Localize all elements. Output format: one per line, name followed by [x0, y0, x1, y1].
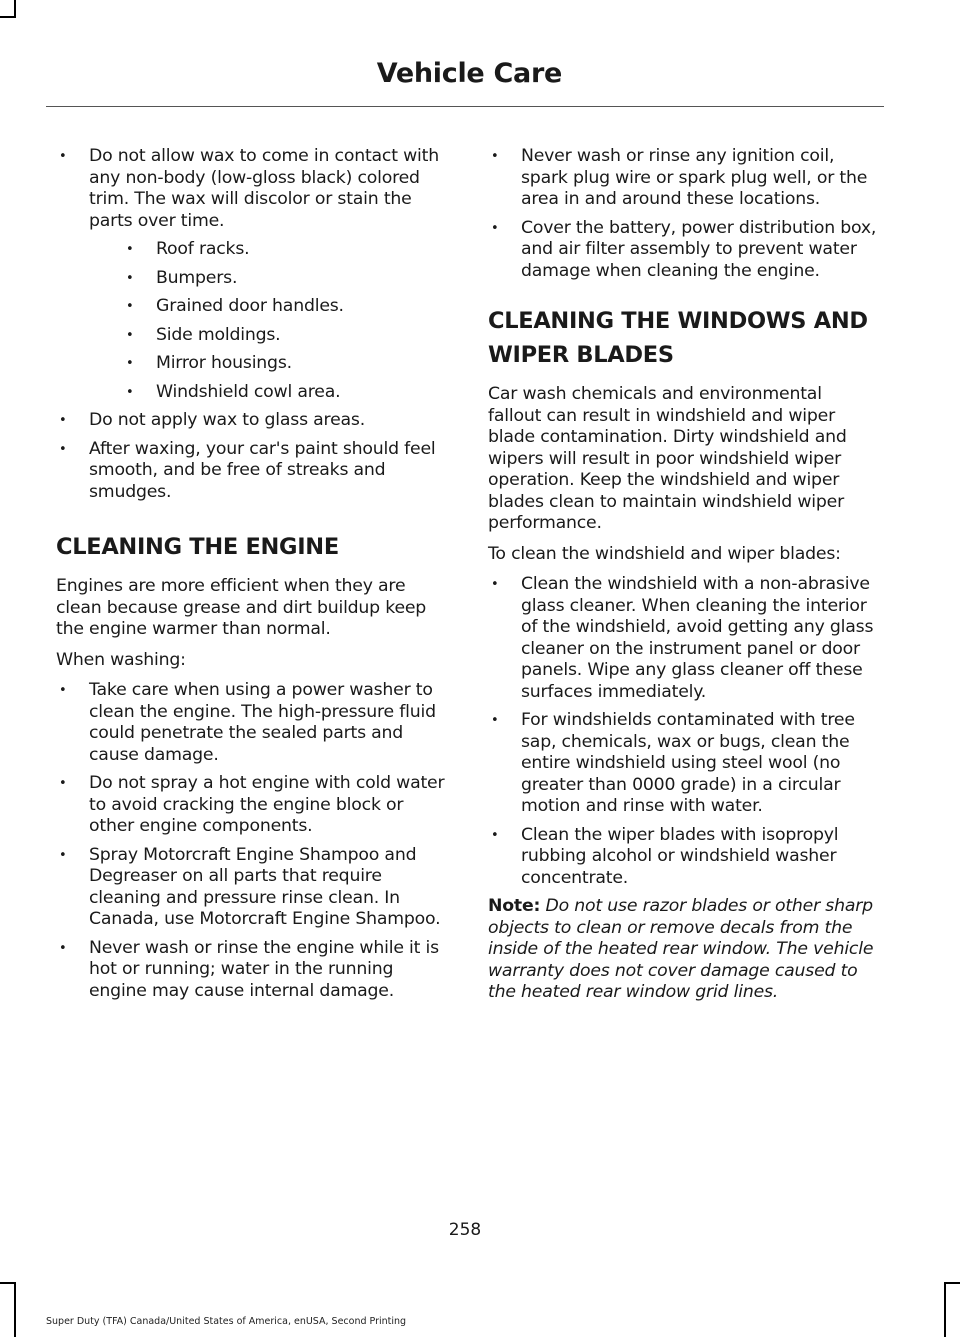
crop-mark: [944, 1282, 960, 1284]
crop-mark: [0, 1282, 16, 1284]
list-item: • Never wash or rinse any ignition coil, spark plug wire or spark plug well, or the area in and around these locations.: [488, 146, 880, 211]
list-item: • Take care when using a power washer to clean the engine. The high-pressure fluid could penetrate the sealed parts and cause damage.: [56, 680, 448, 766]
section-heading-windows: [488, 304, 880, 372]
list-item: • After waxing, your car's paint should feel smooth, and be free of streaks and smudges.: [56, 439, 448, 504]
list-item: • Clean the wiper blades with isopropyl rubbing alcohol or windshield washer concentrate.: [488, 825, 880, 890]
list-item: • Clean the windshield with a non-abrasive glass cleaner. When cleaning the interior of the windshield, avoid getting any glass cleaner on the instrument panel or door panels. Wipe any glass cleaner off these surfaces immediately.: [488, 574, 880, 703]
note-text: Do not use razor blades or other sharp objects to clean or remove decals from the inside of the heated rear window. The vehicle warranty does not cover damage caused to the heated rear window grid lines.: [488, 896, 874, 1002]
header-rule: [46, 106, 884, 107]
left-column: [56, 146, 448, 1009]
right-column: [488, 146, 880, 1004]
page-title: Vehicle Care: [376, 58, 562, 89]
note-label: Note:: [488, 896, 541, 916]
engine-intro: Engines are more efficient when they are clean because grease and dirt buildup keep the engine warmer than normal.: [56, 576, 427, 639]
heading-line: WIPER BLADES: [488, 342, 674, 368]
list-item: • Side moldings.: [89, 325, 448, 347]
footer-text: Super Duty (TFA) Canada/United States of America, enUSA, Second Printing: [46, 1316, 407, 1327]
wax-sub-list: [89, 239, 448, 403]
list-item: • Roof racks.: [89, 239, 448, 261]
list-item-text: Do not allow wax to come in contact with any non-body (low-gloss black) colored trim. The wax will discolor or stain the parts over time.: [89, 146, 439, 231]
list-item: • Grained door handles.: [89, 296, 448, 318]
wax-list: [56, 146, 448, 503]
engine-list: [56, 680, 448, 1002]
list-item: • Never wash or rinse the engine while it is hot or running; water in the running engine may cause internal damage.: [56, 938, 448, 1003]
page-number: 258: [448, 1220, 482, 1240]
crop-mark: [944, 1282, 946, 1337]
note: [488, 896, 880, 1004]
list-item: [56, 146, 448, 403]
when-washing-label: When washing:: [56, 649, 186, 670]
list-item: • Bumpers.: [89, 268, 448, 290]
windows-intro: Car wash chemicals and environmental fallout can result in windshield and wiper blade contamination. Dirty windshield and wipers will result in poor windshield wiper operation. Keep the windshield and wiper blades clean to maintain windshield wiper performance.: [488, 384, 847, 533]
list-item: • Do not spray a hot engine with cold water to avoid cracking the engine block or other engine components.: [56, 773, 448, 838]
heading-line: CLEANING THE WINDOWS AND: [488, 308, 868, 334]
list-item: • For windshields contaminated with tree sap, chemicals, wax or bugs, clean the entire windshield using steel wool (no greater than 0000 grade) in a circular motion and rinse with water.: [488, 710, 880, 818]
list-item: • Windshield cowl area.: [89, 382, 448, 404]
to-clean-label: To clean the windshield and wiper blades:: [488, 543, 841, 564]
list-item: • Mirror housings.: [89, 353, 448, 375]
windows-list: [488, 574, 880, 889]
engine-list-continued: [488, 146, 880, 282]
crop-mark: [0, 16, 16, 18]
crop-mark: [14, 1282, 16, 1337]
list-item: • Do not apply wax to glass areas.: [56, 410, 448, 432]
list-item: • Spray Motorcraft Engine Shampoo and Degreaser on all parts that require cleaning and pressure rinse clean. In Canada, use Motorcraft Engine Shampoo.: [56, 845, 448, 931]
section-heading-engine: CLEANING THE ENGINE: [56, 534, 339, 560]
list-item: • Cover the battery, power distribution box, and air filter assembly to prevent water damage when cleaning the engine.: [488, 218, 880, 283]
